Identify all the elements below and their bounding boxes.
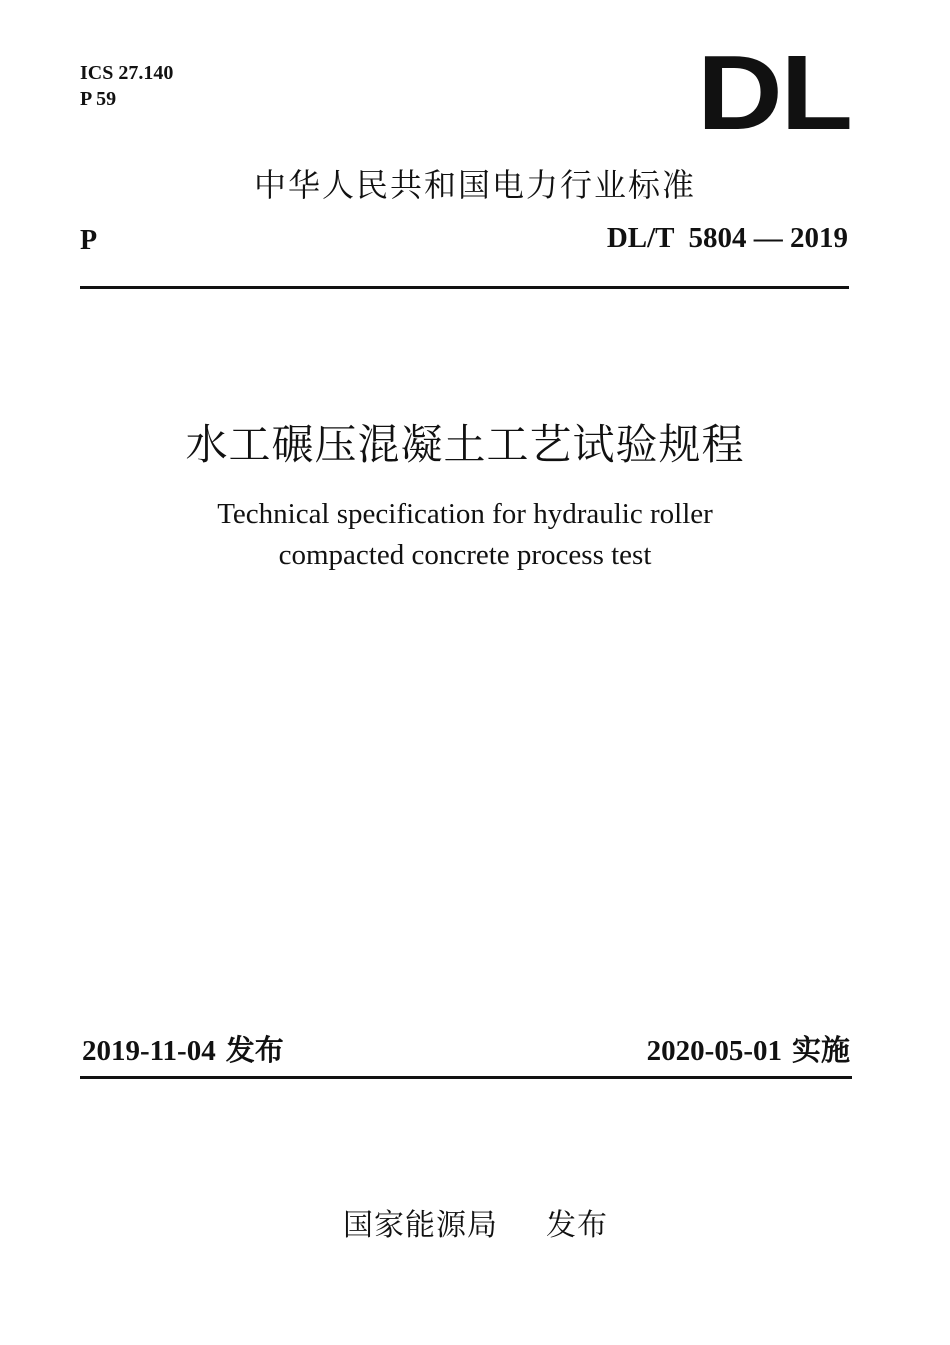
bottom-divider bbox=[80, 1076, 852, 1079]
dates-row bbox=[82, 1028, 850, 1069]
ccs-code: P 59 bbox=[80, 88, 117, 110]
standard-category: 中华人民共和国电力行业标准 bbox=[253, 166, 696, 204]
standard-number: DL/T 5804 — 2019 bbox=[606, 222, 848, 254]
issue-date: 2019-11-04 bbox=[82, 1035, 216, 1067]
implement-date-block bbox=[647, 1028, 850, 1069]
issue-label: 发布 bbox=[225, 1033, 284, 1067]
dl-logo: DL bbox=[697, 34, 851, 152]
title-english bbox=[0, 494, 930, 576]
implement-date: 2020-05-01 bbox=[646, 1035, 782, 1067]
implement-label: 实施 bbox=[791, 1033, 850, 1067]
ics-code: ICS 27.140 bbox=[80, 62, 174, 84]
publisher-line bbox=[0, 1165, 930, 1244]
category-letter: P bbox=[80, 225, 98, 256]
title-english-line-1: Technical specification for hydraulic roller bbox=[217, 498, 713, 530]
publisher-name: 国家能源局 bbox=[343, 1208, 499, 1243]
title-chinese: 水工碾压混凝土工艺试验规程 bbox=[185, 420, 745, 469]
classification-codes bbox=[80, 60, 173, 112]
issue-date-block bbox=[82, 1028, 284, 1069]
publisher-action: 发布 bbox=[546, 1208, 609, 1243]
title-english-line-2: compacted concrete process test bbox=[278, 539, 652, 571]
top-divider bbox=[80, 286, 849, 289]
